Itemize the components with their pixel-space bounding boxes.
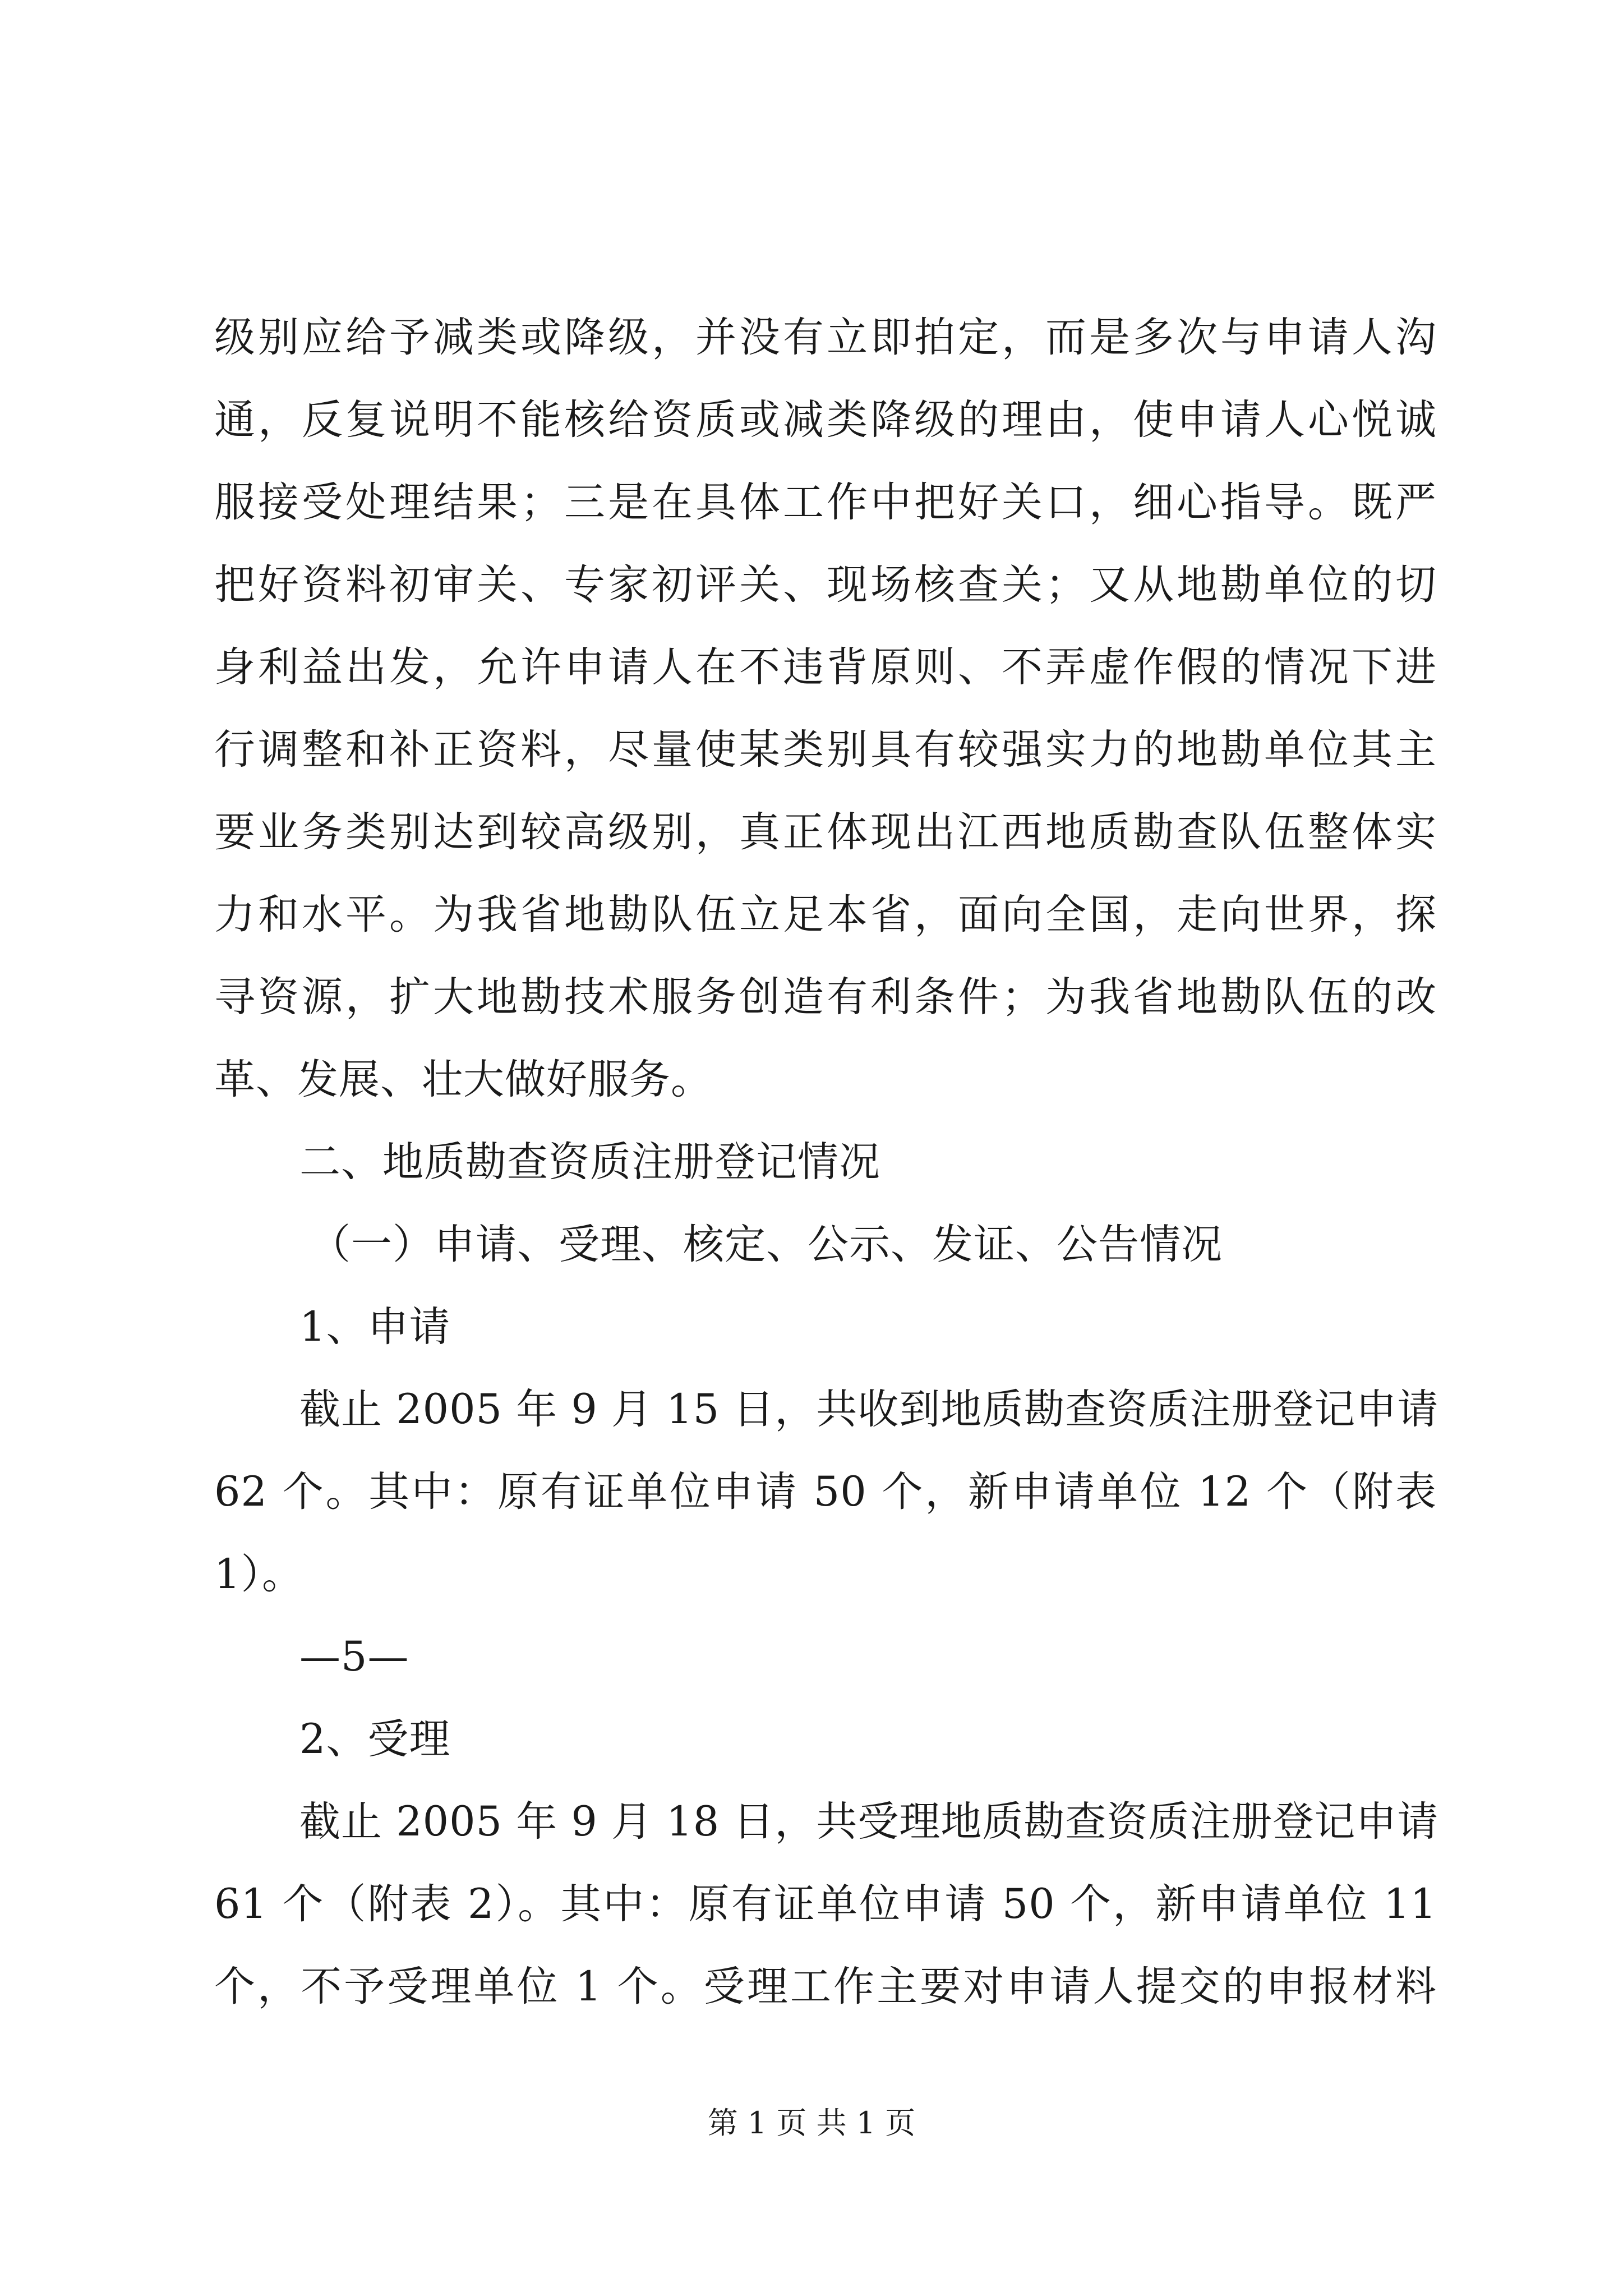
paragraph-line: 把好资料初审关、专家初评关、现场核查关；又从地勘单位的切 xyxy=(214,561,1437,609)
paragraph-line: 要业务类别达到较高级别，真正体现出江西地质勘查队伍整体实 xyxy=(214,808,1437,856)
section-heading: 二、地质勘查资质注册登记情况 xyxy=(299,1138,880,1186)
paragraph-line: 通，反复说明不能核给资质或减类降级的理由，使申请人心悦诚 xyxy=(214,396,1437,444)
paragraph-line: 身利益出发，允许申请人在不违背原则、不弄虚作假的情况下进 xyxy=(214,643,1437,691)
subsection-heading: （一）申请、受理、核定、公示、发证、公告情况 xyxy=(310,1221,1223,1268)
page-footer: 第 1 页 共 1 页 xyxy=(707,2105,916,2141)
paragraph-line: 61 个（附表 2）。其中：原有证单位申请 50 个，新申请单位 11 xyxy=(214,1880,1437,1928)
paragraph-line: 截止 2005 年 9 月 15 日，共收到地质勘查资质注册登记申请 xyxy=(299,1386,1439,1433)
paragraph-line: 截止 2005 年 9 月 18 日，共受理地质勘查资质注册登记申请 xyxy=(299,1798,1439,1846)
item-heading-accept: 2、受理 xyxy=(299,1715,451,1763)
paragraph-line: 62 个。其中：原有证单位申请 50 个，新申请单位 12 个（附表 xyxy=(214,1468,1437,1516)
paragraph-line: 寻资源，扩大地勘技术服务创造有利条件；为我省地勘队伍的改 xyxy=(214,973,1437,1021)
paragraph-line: 级别应给予减类或降级，并没有立即拍定，而是多次与申请人沟 xyxy=(214,314,1437,361)
paragraph-line: 力和水平。为我省地勘队伍立足本省，面向全国，走向世界，探 xyxy=(214,891,1437,938)
paragraph-line: 1）。 xyxy=(214,1550,303,1598)
paragraph-line: 革、发展、壮大做好服务。 xyxy=(214,1056,712,1103)
paragraph-line: 服接受处理结果；三是在具体工作中把好关口，细心指导。既严 xyxy=(214,478,1437,526)
paragraph-line: 行调整和补正资料，尽量使某类别具有较强实力的地勘单位其主 xyxy=(214,726,1437,774)
item-heading-apply: 1、申请 xyxy=(299,1303,451,1351)
paragraph-line: 个，不予受理单位 1 个。受理工作主要对申请人提交的申报材料 xyxy=(214,1963,1437,2010)
document-body xyxy=(214,296,1437,2028)
page-marker: —5— xyxy=(299,1633,409,1681)
